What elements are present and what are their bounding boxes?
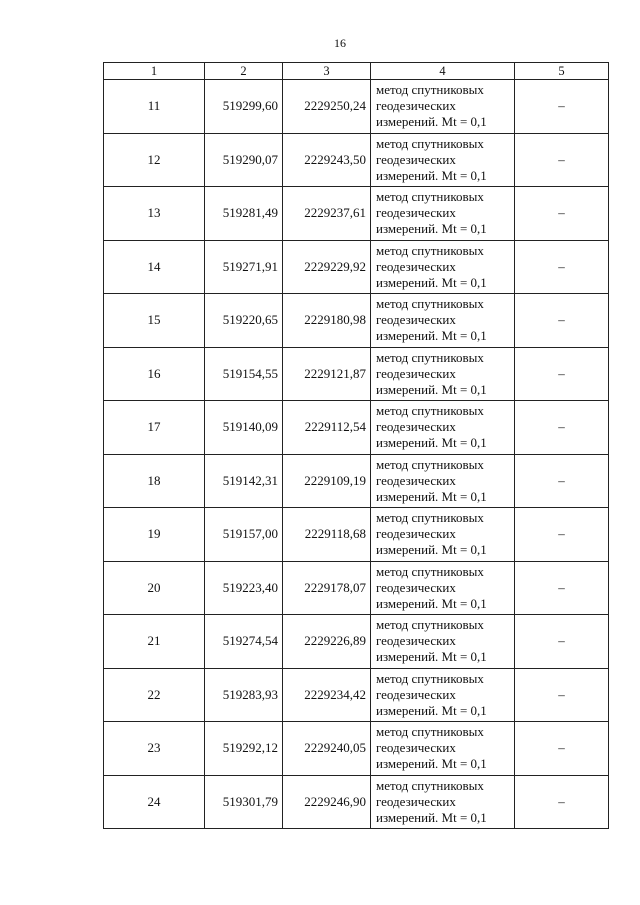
- method-cell: [371, 454, 515, 508]
- point-number-cell: 23: [104, 722, 205, 776]
- method-text-line: измерений. Mt = 0,1: [376, 649, 487, 665]
- method-text-line: метод спутниковых: [376, 563, 484, 579]
- method-text-line: геодезических: [376, 258, 456, 274]
- method-text-line: измерений. Mt = 0,1: [376, 809, 487, 825]
- method-text-line: метод спутниковых: [376, 403, 484, 419]
- y-coordinate-cell: 2229118,68: [283, 508, 371, 562]
- method-text-line: геодезических: [376, 365, 456, 381]
- table-row: [104, 561, 609, 615]
- point-number-cell: 15: [104, 294, 205, 348]
- method-text-line: метод спутниковых: [376, 189, 484, 205]
- y-coordinate-cell: 2229121,87: [283, 347, 371, 401]
- x-coordinate-cell: 519154,55: [205, 347, 283, 401]
- y-coordinate-cell: 2229112,54: [283, 401, 371, 455]
- description-cell: –: [515, 615, 609, 669]
- x-coordinate-cell: 519301,79: [205, 775, 283, 829]
- method-text-line: геодезических: [376, 472, 456, 488]
- method-cell: [371, 240, 515, 294]
- table-row: [104, 668, 609, 722]
- description-cell: –: [515, 401, 609, 455]
- method-text-line: геодезических: [376, 151, 456, 167]
- method-cell: [371, 347, 515, 401]
- method-text-line: измерений. Mt = 0,1: [376, 435, 487, 451]
- method-text-line: измерений. Mt = 0,1: [376, 595, 487, 611]
- method-text-line: метод спутниковых: [376, 82, 484, 98]
- description-cell: –: [515, 508, 609, 562]
- column-header-2: 2: [205, 63, 283, 80]
- method-text-line: геодезических: [376, 633, 456, 649]
- point-number-cell: 13: [104, 187, 205, 241]
- table-row: [104, 187, 609, 241]
- table-header-row: [104, 63, 609, 80]
- x-coordinate-cell: 519292,12: [205, 722, 283, 776]
- method-text-line: метод спутниковых: [376, 135, 484, 151]
- method-text-line: измерений. Mt = 0,1: [376, 702, 487, 718]
- x-coordinate-cell: 519140,09: [205, 401, 283, 455]
- coordinates-table: [103, 62, 609, 829]
- table-row: [104, 508, 609, 562]
- point-number-cell: 24: [104, 775, 205, 829]
- method-text-line: измерений. Mt = 0,1: [376, 221, 487, 237]
- column-header-4: 4: [371, 63, 515, 80]
- y-coordinate-cell: 2229229,92: [283, 240, 371, 294]
- description-cell: –: [515, 187, 609, 241]
- point-number-cell: 19: [104, 508, 205, 562]
- description-cell: –: [515, 454, 609, 508]
- description-cell: –: [515, 80, 609, 134]
- point-number-cell: 11: [104, 80, 205, 134]
- method-text-line: измерений. Mt = 0,1: [376, 542, 487, 558]
- method-text-line: геодезических: [376, 205, 456, 221]
- table-row: [104, 133, 609, 187]
- y-coordinate-cell: 2229243,50: [283, 133, 371, 187]
- page-number: 16: [334, 36, 346, 50]
- table-row: [104, 240, 609, 294]
- method-text-line: геодезических: [376, 740, 456, 756]
- method-text-line: метод спутниковых: [376, 296, 484, 312]
- y-coordinate-cell: 2229178,07: [283, 561, 371, 615]
- method-text-line: метод спутниковых: [376, 777, 484, 793]
- method-cell: [371, 133, 515, 187]
- point-number-cell: 12: [104, 133, 205, 187]
- table-body: [104, 63, 609, 829]
- x-coordinate-cell: 519220,65: [205, 294, 283, 348]
- point-number-cell: 21: [104, 615, 205, 669]
- method-text-line: геодезических: [376, 312, 456, 328]
- x-coordinate-cell: 519142,31: [205, 454, 283, 508]
- table-row: [104, 401, 609, 455]
- y-coordinate-cell: 2229234,42: [283, 668, 371, 722]
- x-coordinate-cell: 519299,60: [205, 80, 283, 134]
- method-text-line: измерений. Mt = 0,1: [376, 114, 487, 130]
- y-coordinate-cell: 2229237,61: [283, 187, 371, 241]
- x-coordinate-cell: 519281,49: [205, 187, 283, 241]
- method-cell: [371, 615, 515, 669]
- method-cell: [371, 775, 515, 829]
- x-coordinate-cell: 519223,40: [205, 561, 283, 615]
- table-row: [104, 454, 609, 508]
- method-cell: [371, 187, 515, 241]
- method-text-line: измерений. Mt = 0,1: [376, 756, 487, 772]
- method-text-line: метод спутниковых: [376, 510, 484, 526]
- method-text-line: метод спутниковых: [376, 617, 484, 633]
- y-coordinate-cell: 2229109,19: [283, 454, 371, 508]
- method-text-line: метод спутниковых: [376, 349, 484, 365]
- table-row: [104, 294, 609, 348]
- y-coordinate-cell: 2229250,24: [283, 80, 371, 134]
- x-coordinate-cell: 519283,93: [205, 668, 283, 722]
- table-row: [104, 347, 609, 401]
- method-text-line: измерений. Mt = 0,1: [376, 328, 487, 344]
- description-cell: –: [515, 668, 609, 722]
- x-coordinate-cell: 519274,54: [205, 615, 283, 669]
- x-coordinate-cell: 519157,00: [205, 508, 283, 562]
- method-text-line: метод спутниковых: [376, 456, 484, 472]
- x-coordinate-cell: 519290,07: [205, 133, 283, 187]
- description-cell: –: [515, 347, 609, 401]
- description-cell: –: [515, 240, 609, 294]
- method-text-line: измерений. Mt = 0,1: [376, 274, 487, 290]
- method-text-line: геодезических: [376, 579, 456, 595]
- column-header-1: 1: [104, 63, 205, 80]
- table-row: [104, 615, 609, 669]
- y-coordinate-cell: 2229240,05: [283, 722, 371, 776]
- column-header-5: 5: [515, 63, 609, 80]
- method-cell: [371, 508, 515, 562]
- method-text-line: геодезических: [376, 793, 456, 809]
- x-coordinate-cell: 519271,91: [205, 240, 283, 294]
- method-cell: [371, 668, 515, 722]
- method-cell: [371, 294, 515, 348]
- description-cell: –: [515, 133, 609, 187]
- method-text-line: метод спутниковых: [376, 670, 484, 686]
- method-text-line: метод спутниковых: [376, 242, 484, 258]
- table-row: [104, 722, 609, 776]
- description-cell: –: [515, 722, 609, 776]
- y-coordinate-cell: 2229180,98: [283, 294, 371, 348]
- y-coordinate-cell: 2229246,90: [283, 775, 371, 829]
- method-text-line: измерений. Mt = 0,1: [376, 381, 487, 397]
- point-number-cell: 16: [104, 347, 205, 401]
- column-header-3: 3: [283, 63, 371, 80]
- method-cell: [371, 722, 515, 776]
- description-cell: –: [515, 561, 609, 615]
- table-row: [104, 775, 609, 829]
- method-text-line: метод спутниковых: [376, 724, 484, 740]
- method-text-line: измерений. Mt = 0,1: [376, 167, 487, 183]
- point-number-cell: 18: [104, 454, 205, 508]
- method-text-line: геодезических: [376, 686, 456, 702]
- method-text-line: геодезических: [376, 526, 456, 542]
- y-coordinate-cell: 2229226,89: [283, 615, 371, 669]
- method-text-line: геодезических: [376, 98, 456, 114]
- point-number-cell: 14: [104, 240, 205, 294]
- description-cell: –: [515, 294, 609, 348]
- description-cell: –: [515, 775, 609, 829]
- table-row: [104, 80, 609, 134]
- point-number-cell: 20: [104, 561, 205, 615]
- point-number-cell: 22: [104, 668, 205, 722]
- method-text-line: геодезических: [376, 419, 456, 435]
- method-cell: [371, 561, 515, 615]
- method-text-line: измерений. Mt = 0,1: [376, 488, 487, 504]
- method-cell: [371, 80, 515, 134]
- point-number-cell: 17: [104, 401, 205, 455]
- method-cell: [371, 401, 515, 455]
